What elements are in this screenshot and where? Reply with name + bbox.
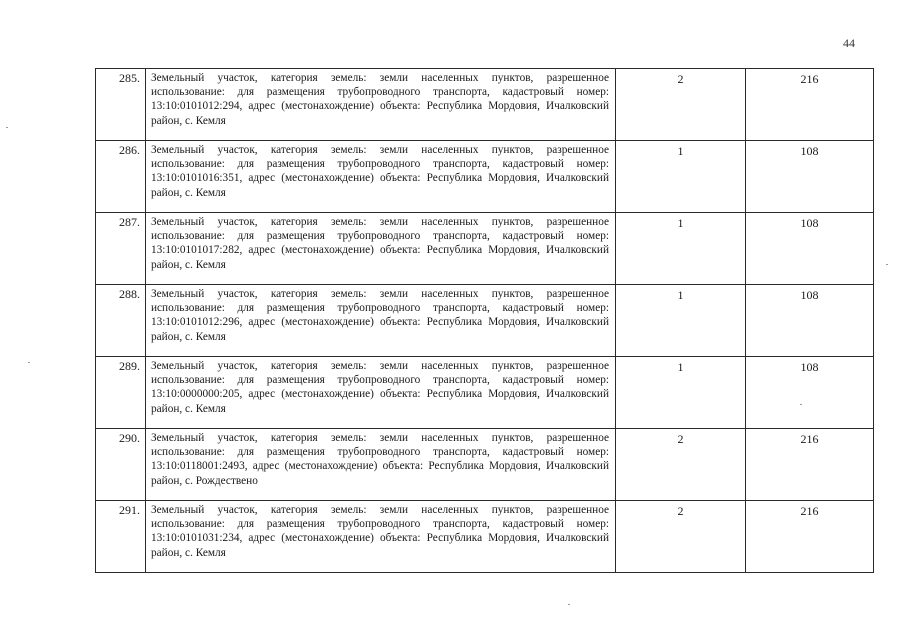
scan-speck xyxy=(886,264,888,265)
table-row xyxy=(96,501,874,573)
row-number: 289. xyxy=(96,357,146,429)
row-value-b: 108 xyxy=(746,213,874,285)
row-number: 285. xyxy=(96,69,146,141)
row-number: 291. xyxy=(96,501,146,573)
row-description: Земельный участок, категория земель: земли населенных пунктов, разрешенное использование: для размещения трубопроводного транспорта, кадастровый номер: 13:10:0000000:205, адрес (местонахождение) объекта: Республика Мордовия, Ичалковский район, с. Кемля xyxy=(146,357,616,429)
row-value-b: 108 xyxy=(746,285,874,357)
row-description: Земельный участок, категория земель: земли населенных пунктов, разрешенное использование: для размещения трубопроводного транспорта, кадастровый номер: 13:10:0101012:294, адрес (местонахождение) объекта: Республика Мордовия, Ичалковский район, с. Кемля xyxy=(146,69,616,141)
row-value-a: 1 xyxy=(616,141,746,213)
row-number: 288. xyxy=(96,285,146,357)
table-row xyxy=(96,213,874,285)
row-value-a: 1 xyxy=(616,213,746,285)
row-description: Земельный участок, категория земель: земли населенных пунктов, разрешенное использование: для размещения трубопроводного транспорта, кадастровый номер: 13:10:0118001:2493, адрес (местонахождение) объекта: Республика Мордовия, Ичалковский район, с. Рождествено xyxy=(146,429,616,501)
row-description: Земельный участок, категория земель: земли населенных пунктов, разрешенное использование: для размещения трубопроводного транспорта, кадастровый номер: 13:10:0101031:234, адрес (местонахождение) объекта: Республика Мордовия, Ичалковский район, с. Кемля xyxy=(146,501,616,573)
page-number: 44 xyxy=(843,36,855,50)
land-plots-table xyxy=(95,68,874,573)
scan-speck xyxy=(6,127,8,128)
row-value-a: 1 xyxy=(616,357,746,429)
row-value-b: 108 xyxy=(746,141,874,213)
row-value-b: 108 xyxy=(746,357,874,429)
row-value-b: 216 xyxy=(746,69,874,141)
scan-speck xyxy=(800,404,802,405)
table-row xyxy=(96,141,874,213)
row-number: 290. xyxy=(96,429,146,501)
table-row xyxy=(96,429,874,501)
row-value-b: 216 xyxy=(746,429,874,501)
row-number: 286. xyxy=(96,141,146,213)
row-description: Земельный участок, категория земель: земли населенных пунктов, разрешенное использование: для размещения трубопроводного транспорта, кадастровый номер: 13:10:0101016:351, адрес (местонахождение) объекта: Республика Мордовия, Ичалковский район, с. Кемля xyxy=(146,141,616,213)
table-row xyxy=(96,357,874,429)
scan-speck xyxy=(568,604,570,605)
row-value-a: 2 xyxy=(616,501,746,573)
row-description: Земельный участок, категория земель: земли населенных пунктов, разрешенное использование: для размещения трубопроводного транспорта, кадастровый номер: 13:10:0101017:282, адрес (местонахождение) объекта: Республика Мордовия, Ичалковский район, с. Кемля xyxy=(146,213,616,285)
scan-speck xyxy=(28,362,30,363)
row-value-a: 2 xyxy=(616,429,746,501)
row-value-b: 216 xyxy=(746,501,874,573)
table-row xyxy=(96,69,874,141)
row-description: Земельный участок, категория земель: земли населенных пунктов, разрешенное использование: для размещения трубопроводного транспорта, кадастровый номер: 13:10:0101012:296, адрес (местонахождение) объекта: Республика Мордовия, Ичалковский район, с. Кемля xyxy=(146,285,616,357)
table-row xyxy=(96,285,874,357)
row-value-a: 2 xyxy=(616,69,746,141)
row-number: 287. xyxy=(96,213,146,285)
row-value-a: 1 xyxy=(616,285,746,357)
